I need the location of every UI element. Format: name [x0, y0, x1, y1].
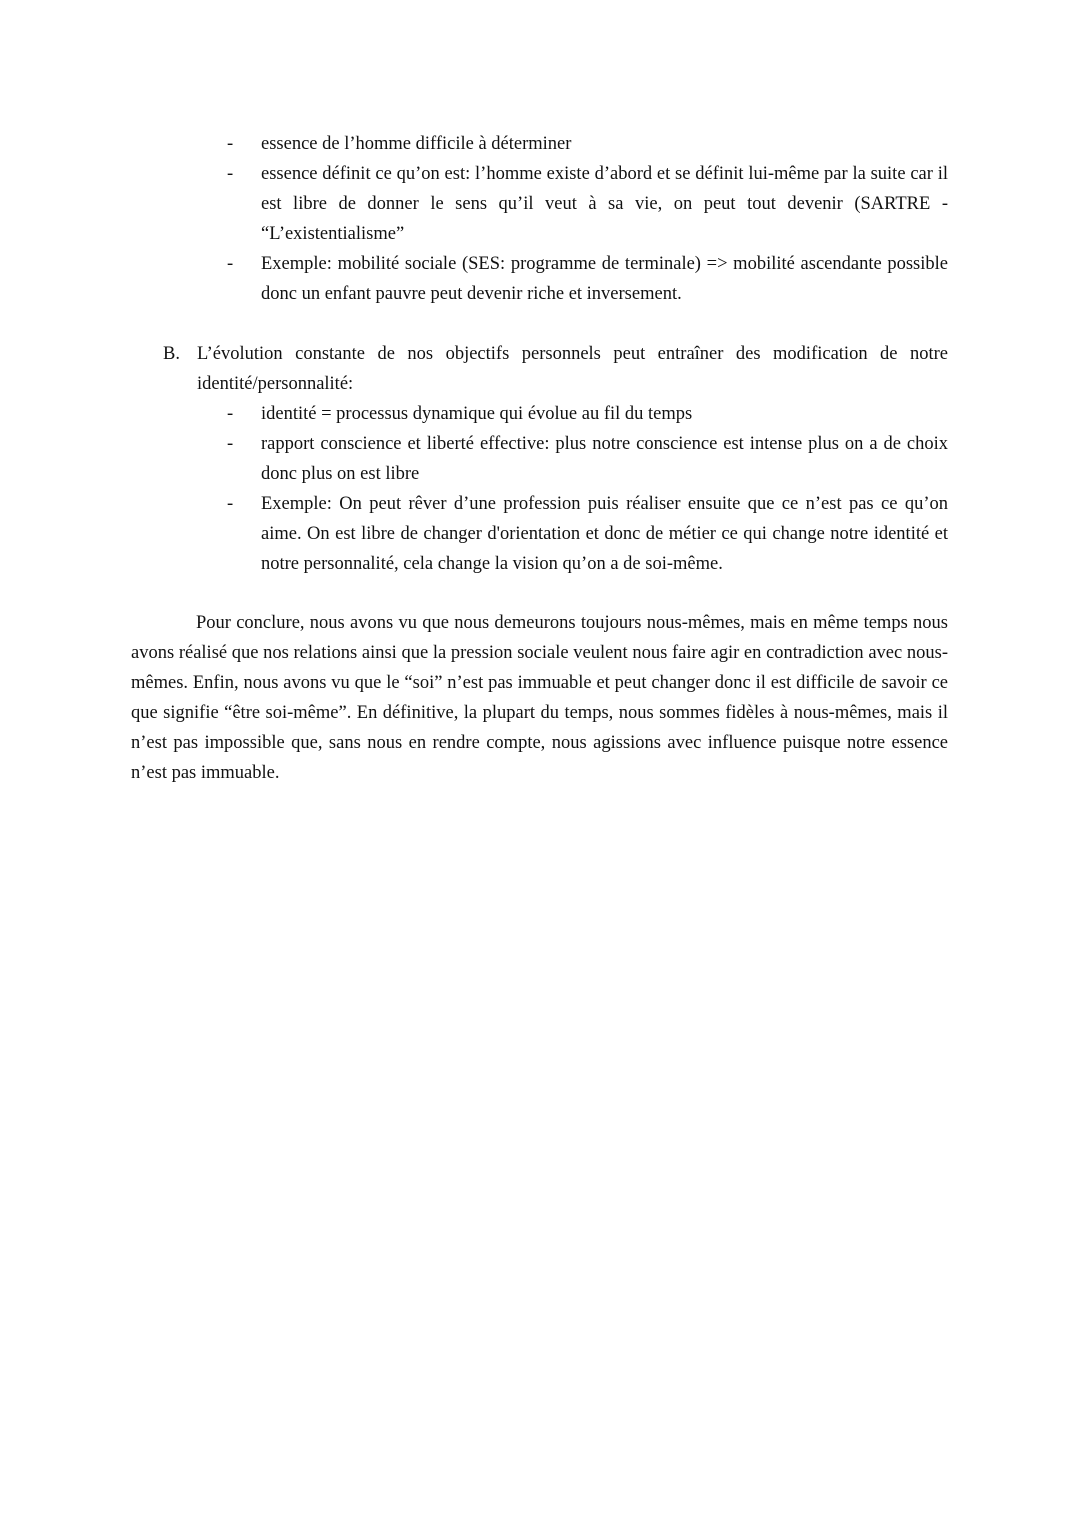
list-item-text: essence de l’homme difficile à déterminer [261, 134, 572, 154]
list-item [227, 429, 948, 489]
dash-bullet: - [227, 404, 234, 424]
dash-bullet: - [227, 494, 234, 514]
list-item [227, 249, 948, 309]
list-item-text: essence définit ce qu’on est: l’homme existe d’abord et se définit lui-même par la suite car il est libre de donner le sens qu’il veut à sa vie, on peut tout devenir (SARTRE - “L’existentialisme” [261, 164, 948, 244]
list-item [227, 489, 948, 579]
top-bullet-list [227, 129, 948, 309]
dash-bullet: - [227, 164, 234, 184]
list-item [227, 129, 948, 159]
list-item [227, 159, 948, 249]
list-item-text: identité = processus dynamique qui évolue au fil du temps [261, 404, 693, 424]
list-item [227, 399, 948, 429]
list-item-text: rapport conscience et liberté effective: plus notre conscience est intense plus on a de choix donc plus on est libre [261, 434, 948, 484]
conclusion-paragraph: Pour conclure, nous avons vu que nous demeurons toujours nous-mêmes, mais en même temps nous avons réalisé que nos relations ainsi que la pression sociale veulent nous faire agir en contradiction avec nous-mêmes. Enfin, nous avons vu que le “soi” n’est pas immuable et peut changer donc il est difficile de savoir ce que signifie “être soi-même”. En définitive, la plupart du temps, nous sommes fidèles à nous-mêmes, mais il n’est pas impossible que, sans nous en rendre compte, nous agissions avec influence puisque notre essence n’est pas immuable. [131, 613, 948, 783]
dash-bullet: - [227, 434, 234, 454]
section-b-bullet-list [227, 399, 948, 579]
section-marker: B. [163, 344, 180, 364]
list-item-text: Exemple: On peut rêver d’une profession puis réaliser ensuite que ce n’est pas ce qu’on aime. On est libre de changer d'orientation et donc de métier ce qui change notre identité et notre personnalité, cela change la vision qu’on a de soi-même. [261, 494, 948, 574]
list-item-text: Exemple: mobilité sociale (SES: programme de terminale) => mobilité ascendante possible donc un enfant pauvre peut devenir riche et inversement. [261, 254, 948, 304]
section-title: L’évolution constante de nos objectifs personnels peut entraîner des modification de notre identité/personnalité: [197, 344, 948, 394]
dash-bullet: - [227, 254, 234, 274]
dash-bullet: - [227, 134, 234, 154]
section-b-heading [163, 339, 948, 399]
